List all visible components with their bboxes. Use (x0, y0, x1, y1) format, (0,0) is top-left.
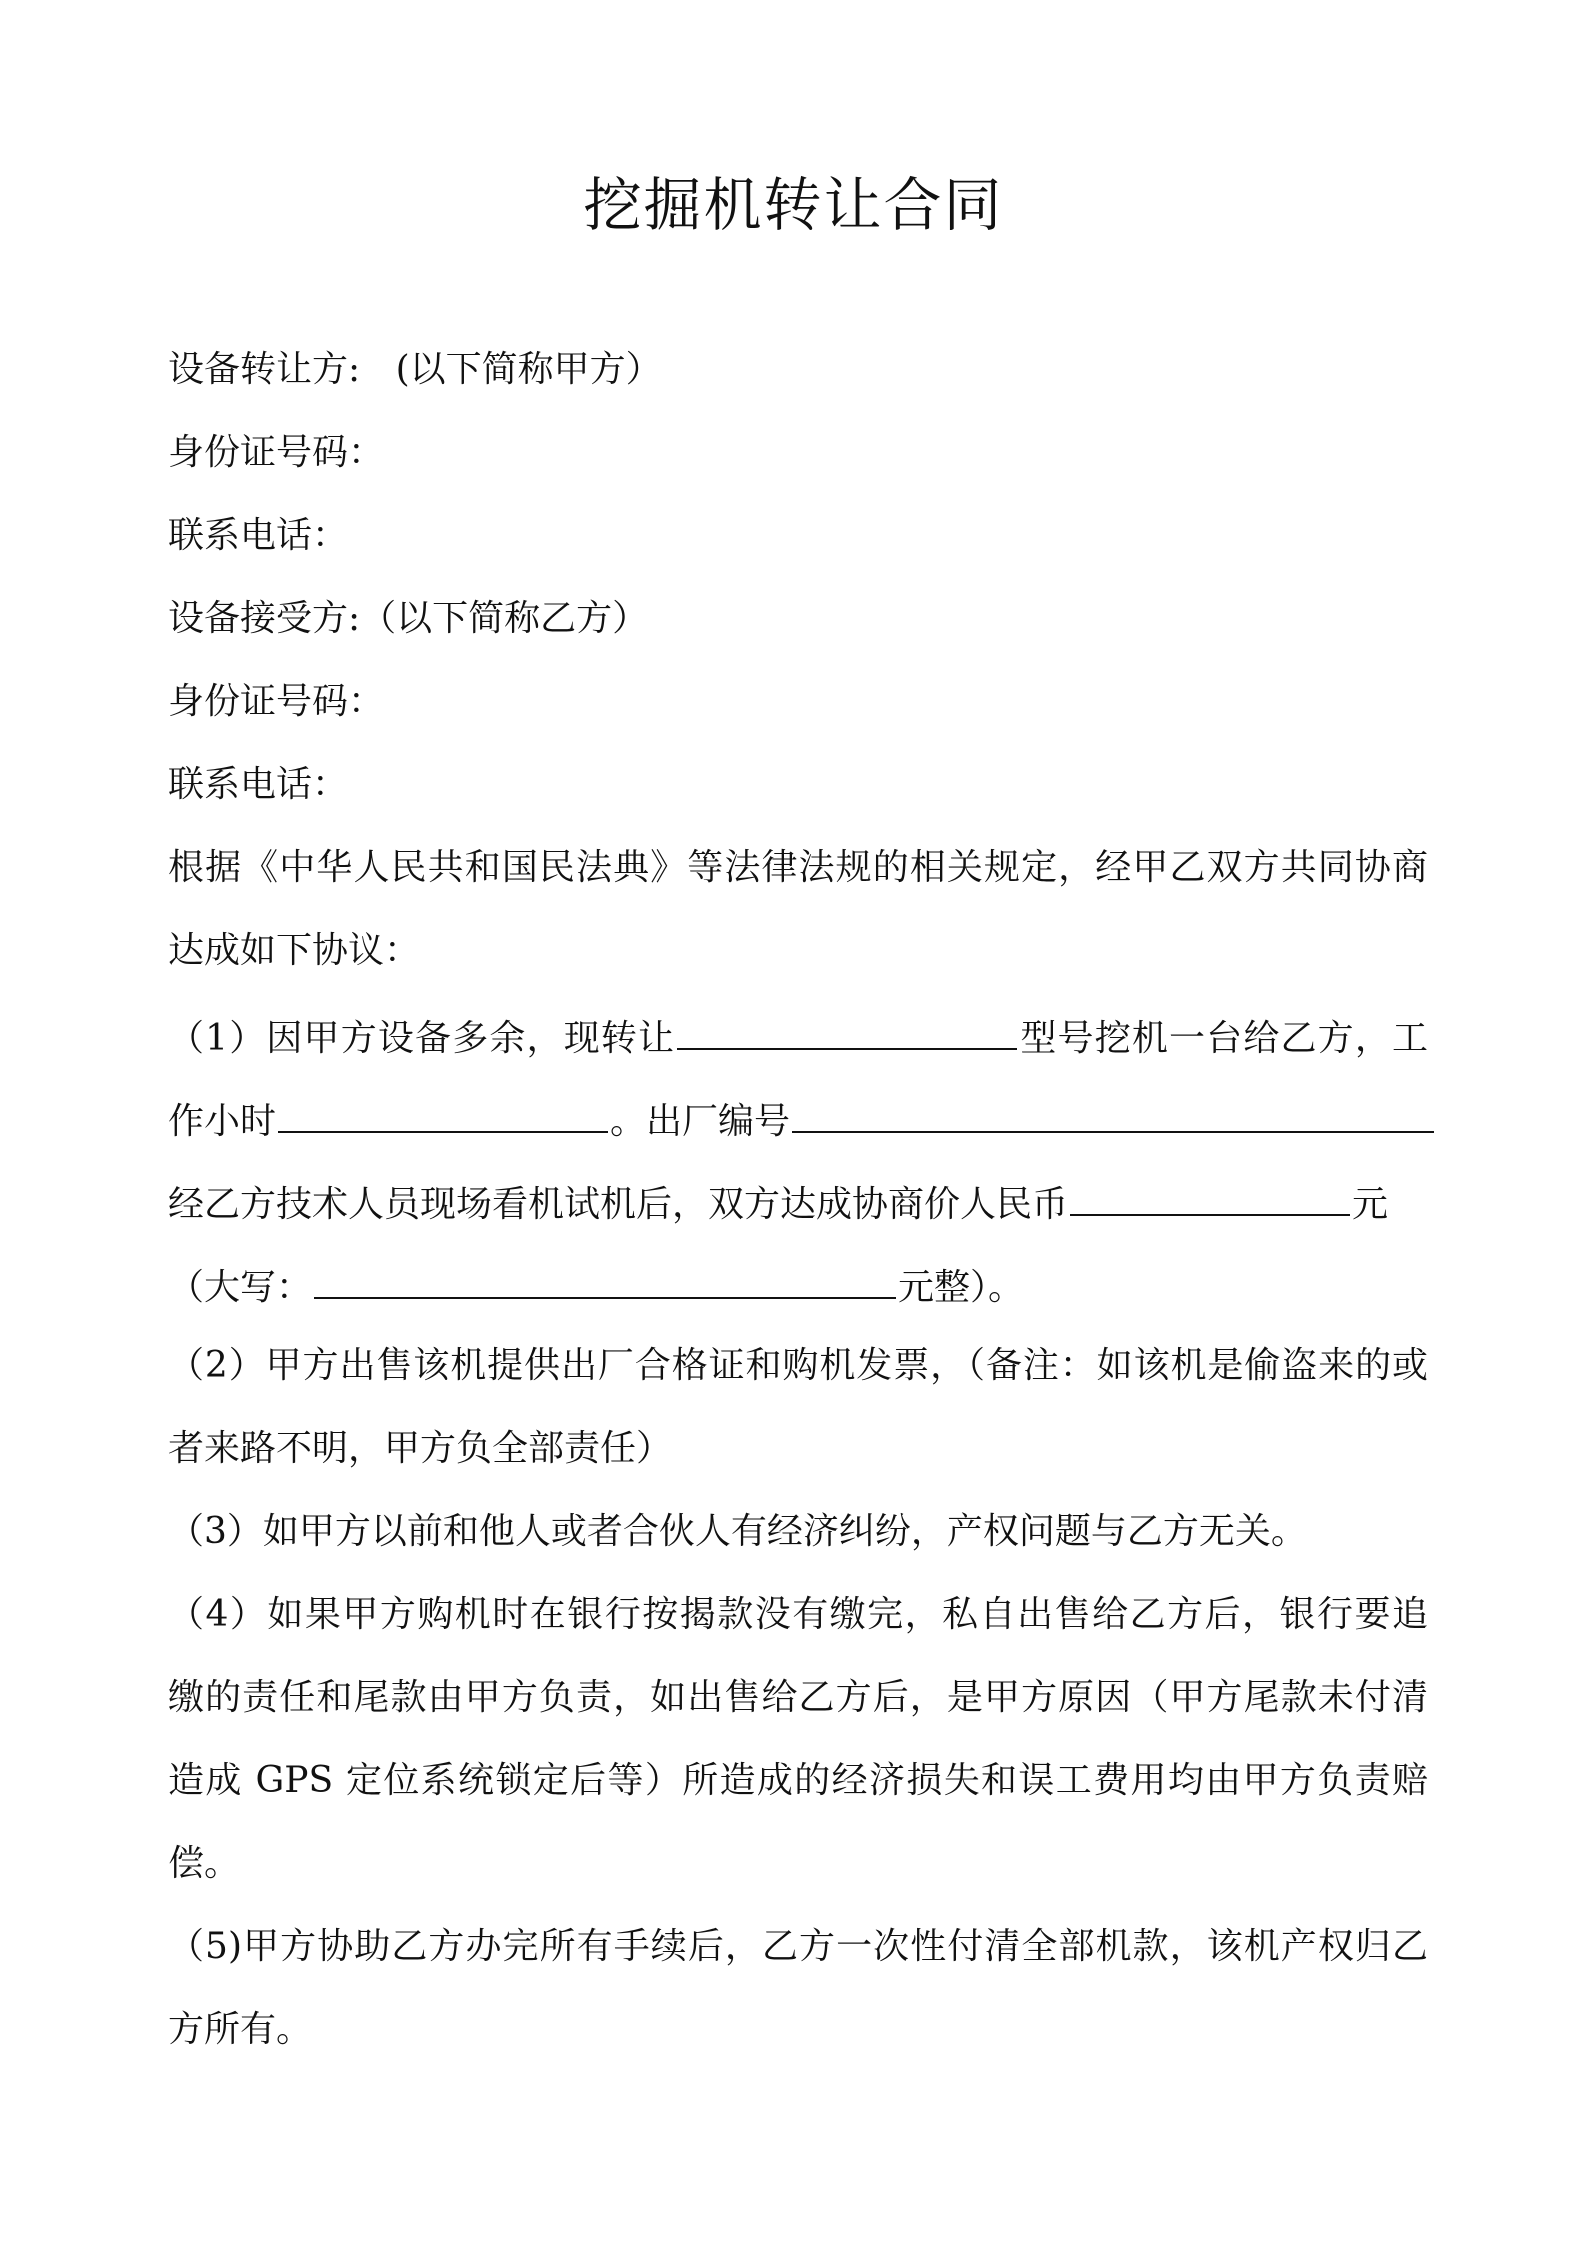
party-b-abbr: （以下简称乙方） (360, 598, 649, 639)
clause-2-line-1: （2）甲方出售该机提供出厂合格证和购机发票，（备注：如该机是偷盗来的或 (168, 1345, 1428, 1386)
model-blank (677, 1004, 1017, 1050)
party-a-line (168, 340, 1428, 400)
party-a-phone-label: 联系电话： (168, 515, 349, 556)
clause-1-text-e: 经乙方技术人员现场看机试机后，双方达成协商价人民币 (168, 1184, 1069, 1225)
clause-4-line-2: 缴的责任和尾款由甲方负责，如出售给乙方后，是甲方原因（甲方尾款未付清 (168, 1677, 1428, 1718)
clause-3-line-1: （3）如甲方以前和他人或者合伙人有经济纠纷，产权问题与乙方无关。 (168, 1511, 1307, 1552)
clause-5-line-1: （5)甲方协助乙方办完所有手续后，乙方一次性付清全部机款，该机产权归乙 (168, 1926, 1428, 1967)
clause-4-line-1: （4）如果甲方购机时在银行按揭款没有缴完，私自出售给乙方后，银行要追 (168, 1594, 1428, 1635)
clause-1-text-f: 元 (1352, 1184, 1389, 1225)
clause-1-line-1 (168, 1004, 1428, 1069)
clause-1-text-c: 作小时 (168, 1101, 277, 1142)
clause-1-line-3 (168, 1170, 1428, 1235)
price-in-words-blank (314, 1253, 896, 1299)
serial-number-blank (792, 1087, 1434, 1133)
clause-1-text-h: 元整）。 (898, 1267, 1025, 1308)
party-b-line (168, 589, 1428, 649)
work-hours-blank (278, 1087, 608, 1133)
party-a-id-label: 身份证号码： (168, 432, 385, 473)
clause-1-text-d: 。出厂编号 (610, 1101, 791, 1142)
clause-1-text-g: （大写： (168, 1267, 313, 1308)
price-blank (1070, 1170, 1350, 1216)
clause-2-line-2: 者来路不明，甲方负全部责任） (168, 1428, 673, 1469)
clause-1-line-2 (168, 1087, 1428, 1152)
clause-1-text-b: 型号挖机一台给乙方，工 (1019, 1018, 1428, 1059)
clause-5-line-2: 方所有。 (168, 2009, 313, 2050)
preamble-line-2: 达成如下协议： (168, 930, 421, 971)
preamble-line-1: 根据《中华人民共和国民法典》等法律法规的相关规定，经甲乙双方共同协商 (168, 847, 1428, 888)
party-a-label: 设备转让方: (168, 349, 361, 390)
clause-1-text-a: （1）因甲方设备多余，现转让 (168, 1018, 676, 1059)
party-b-phone-label: 联系电话： (168, 764, 349, 805)
document-title: 挖掘机转让合同 (583, 171, 1004, 239)
party-a-abbr: (以下简称甲方） (395, 349, 662, 390)
party-b-id-label: 身份证号码： (168, 681, 385, 722)
clause-4-line-4: 偿。 (168, 1843, 241, 1884)
clause-4-line-3: 造成 GPS 定位系统锁定后等）所造成的经济损失和误工费用均由甲方负责赔 (168, 1760, 1428, 1801)
clause-1-line-4 (168, 1253, 1428, 1318)
party-b-label: 设备接受方: (168, 598, 361, 639)
